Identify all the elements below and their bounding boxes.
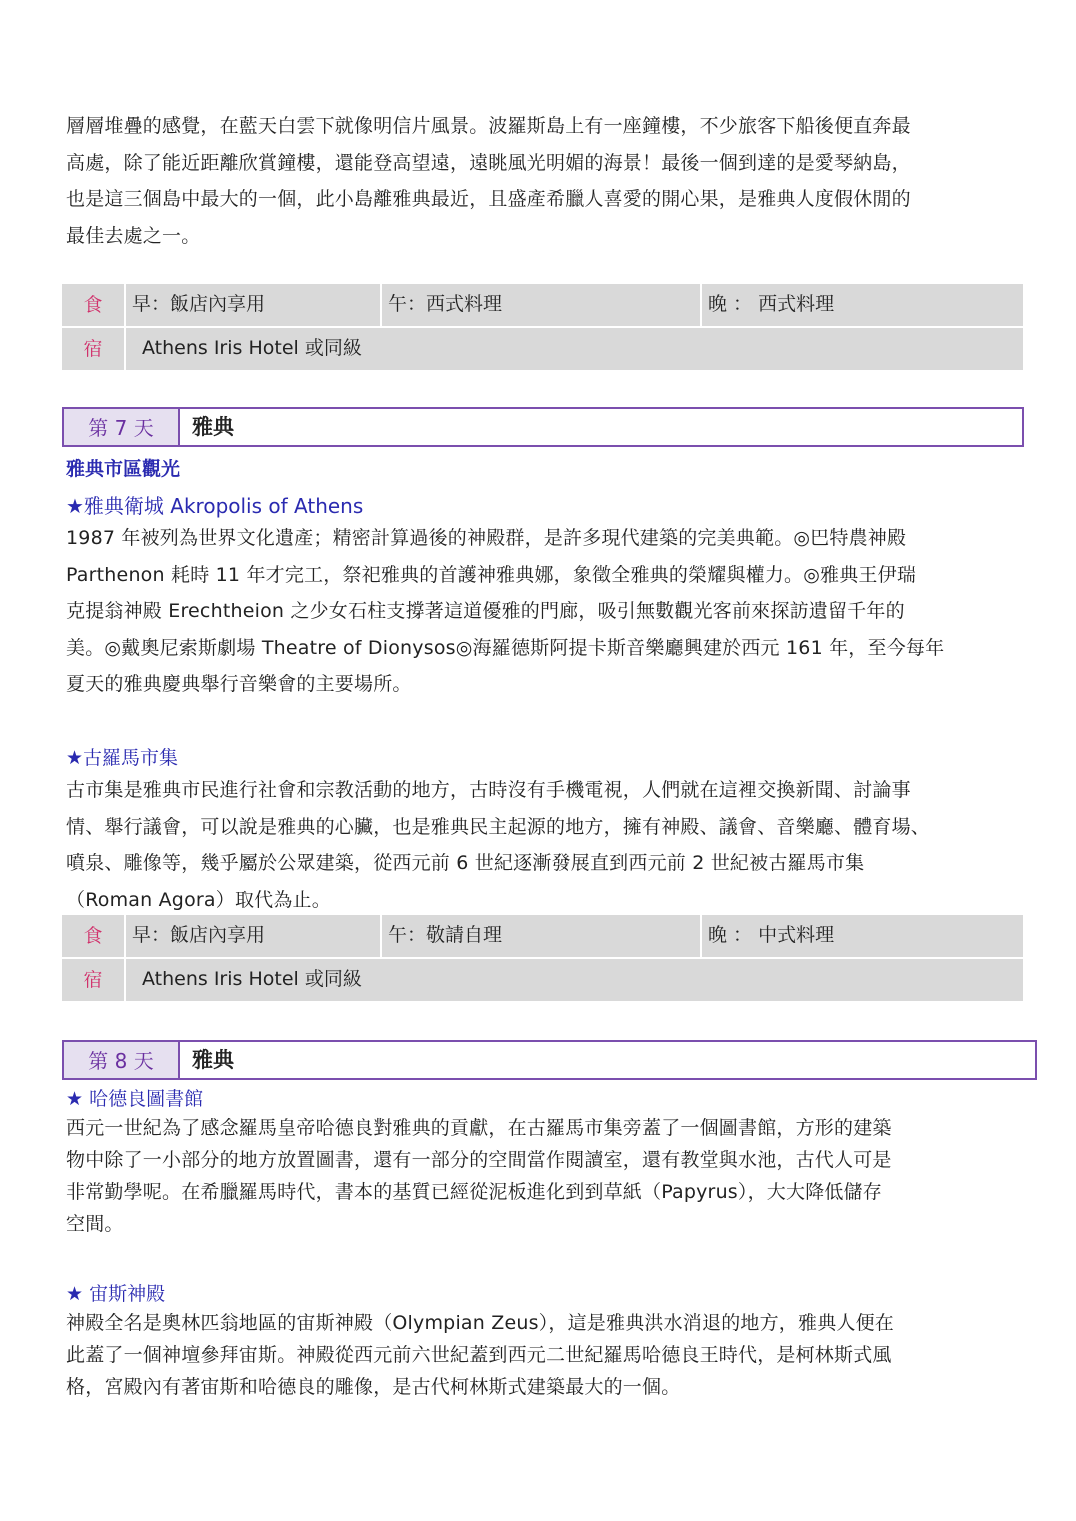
stay-row	[62, 328, 1023, 370]
intro-line: 高處，除了能近距離欣賞鐘樓，還能登高望遠，遠眺風光明媚的海景！最後一個到達的是愛琴納島，	[66, 151, 911, 174]
hotel-cell: Athens Iris Hotel 或同級	[142, 968, 362, 990]
item-description	[66, 520, 944, 703]
description-line: 克提翁神殿 Erechtheion 之少女石柱支撐著這道優雅的門廊，吸引無數觀光客前來探訪遺留千年的	[66, 600, 905, 622]
description-line: （Roman Agora）取代為止。	[66, 888, 331, 911]
description-line: 1987 年被列為世界文化遺產；精密計算過後的神殿群，是許多現代建築的完美典範。◎巴特農神殿	[66, 527, 907, 549]
meal-row	[62, 284, 1023, 328]
item-description	[66, 772, 930, 918]
dinner-cell: 晚 ： 中式料理	[700, 915, 834, 957]
meal-table	[62, 915, 1023, 1001]
description-line: 西元一世紀為了感念羅馬皇帝哈德良對雅典的貢獻，在古羅馬市集旁蓋了一個圖書館，方形的建築	[66, 1117, 892, 1139]
description-line: 美。◎戴奧尼索斯劇場 Theatre of Dionysos◎海羅德斯阿提卡斯音樂廳興建於西元 161 年，至今每年	[66, 636, 945, 659]
description-line: 神殿全名是奧林匹翁地區的宙斯神殿（Olympian Zeus），這是雅典洪水消退的地方，雅典人便在	[66, 1312, 894, 1334]
day-title: 雅典	[192, 1048, 234, 1072]
breakfast-cell: 早：飯店內享用	[132, 293, 266, 315]
lunch-cell: 午：西式料理	[380, 284, 502, 326]
food-key: 食	[62, 284, 126, 326]
stay-key: 宿	[62, 328, 126, 370]
food-key: 食	[62, 915, 126, 957]
description-line: 情、舉行議會，可以說是雅典的心臟，也是雅典民主起源的地方，擁有神殿、議會、音樂廳、體育場、	[66, 815, 931, 838]
stay-key: 宿	[62, 959, 126, 1001]
description-line: 非常勤學呢。在希臘羅馬時代，書本的基質已經從泥板進化到到草紙（Papyrus），大大降低儲存	[66, 1181, 883, 1203]
description-line: Parthenon 耗時 11 年才完工，祭祀雅典的首護神雅典娜，象徵全雅典的榮耀與權力。◎雅典王伊瑞	[66, 563, 917, 586]
item-title: ★古羅馬市集	[66, 747, 179, 769]
description-line: 此蓋了一個神壇參拜宙斯。神殿從西元前六世紀蓋到西元二世紀羅馬哈德良王時代，是柯林斯式風	[66, 1344, 892, 1366]
item-description	[66, 1307, 894, 1403]
day-label: 第 8 天	[64, 1042, 180, 1078]
meal-table	[62, 284, 1023, 370]
intro-line: 最佳去處之一。	[66, 224, 201, 247]
dinner-cell: 晚 ： 西式料理	[700, 284, 834, 326]
breakfast-cell: 早：飯店內享用	[132, 924, 266, 946]
item-title: ★雅典衛城 Akropolis of Athens	[66, 494, 364, 518]
section-heading: 雅典市區觀光	[66, 458, 181, 480]
intro-line: 層層堆疊的感覺，在藍天白雲下就像明信片風景。波羅斯島上有一座鐘樓，不少旅客下船後便直奔最	[66, 115, 911, 137]
lunch-cell: 午：敬請自理	[380, 915, 502, 957]
day-header	[62, 407, 1024, 447]
description-line: 噴泉、雕像等，幾乎屬於公眾建築，從西元前 6 世紀逐漸發展直到西元前 2 世紀被古羅馬市集	[66, 852, 865, 874]
description-line: 物中除了一小部分的地方放置圖書，還有一部分的空間當作閱讀室，還有教堂與水池，古代人可是	[66, 1149, 892, 1171]
intro-line: 也是這三個島中最大的一個，此小島離雅典最近，且盛產希臘人喜愛的開心果，是雅典人度假休閒的	[66, 188, 911, 210]
description-line: 格，宮殿內有著宙斯和哈德良的雕像，是古代柯林斯式建築最大的一個。	[66, 1376, 681, 1398]
intro-paragraph	[66, 108, 911, 254]
hotel-cell: Athens Iris Hotel 或同級	[142, 337, 362, 359]
day-label: 第 7 天	[64, 409, 180, 445]
day-header	[62, 1040, 1037, 1080]
day-title: 雅典	[192, 415, 234, 439]
description-line: 古市集是雅典市民進行社會和宗教活動的地方，古時沒有手機電視，人們就在這裡交換新聞、討論事	[66, 779, 911, 801]
item-title: ★ 哈德良圖書館	[66, 1088, 204, 1110]
item-title: ★ 宙斯神殿	[66, 1283, 166, 1305]
item-description	[66, 1112, 892, 1240]
meal-row	[62, 915, 1023, 959]
stay-row	[62, 959, 1023, 1001]
description-line: 空間。	[66, 1213, 124, 1235]
description-line: 夏天的雅典慶典舉行音樂會的主要場所。	[66, 673, 412, 695]
